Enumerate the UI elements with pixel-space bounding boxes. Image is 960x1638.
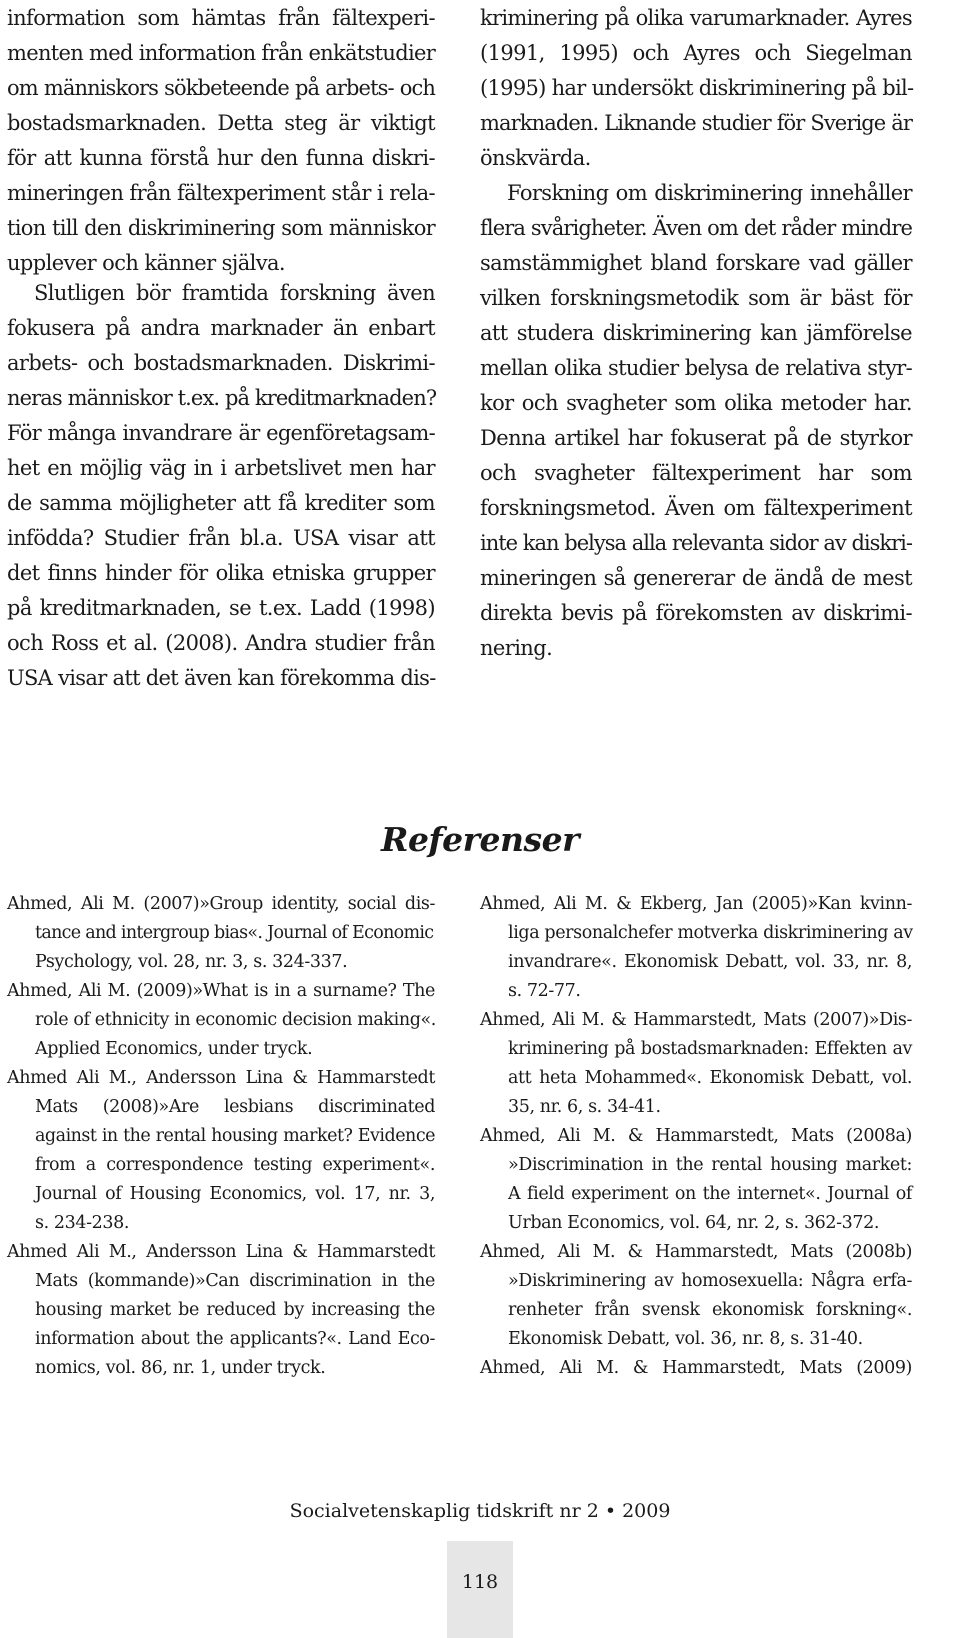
- body-line: Denna artikel har fokuserat på de styrkor: [480, 426, 912, 450]
- reference-line: renheter från svensk ekonomisk forskning«.: [508, 1300, 912, 1320]
- body-line: tion till den diskriminering som människor: [7, 216, 435, 240]
- reference-line: Ahmed Ali M., Andersson Lina & Hammarstedt: [7, 1242, 435, 1262]
- reference-line: liga personalchefer motverka diskriminering av: [508, 923, 913, 943]
- body-line: bostadsmarknaden. Detta steg är viktigt: [7, 111, 435, 135]
- body-line: nering.: [480, 636, 553, 660]
- references-column-left: [7, 888, 435, 1433]
- reference-line: »Discrimination in the rental housing market:: [508, 1155, 912, 1175]
- body-line: information som hämtas från fältexperi-: [7, 6, 435, 30]
- reference-line: Ahmed, Ali M. & Ekberg, Jan (2005)»Kan kvinn-: [480, 894, 912, 914]
- body-line: För många invandrare är egenföretagsam-: [7, 421, 435, 445]
- reference-line: from a correspondence testing experiment«.: [35, 1155, 435, 1175]
- body-line: Forskning om diskriminering innehåller: [507, 181, 912, 205]
- body-line: och Ross et al. (2008). Andra studier från: [7, 631, 435, 655]
- reference-line: s. 72-77.: [508, 981, 581, 1001]
- references-heading: Referenser: [381, 820, 579, 859]
- reference-line: information about the applicants?«. Land Eco-: [35, 1329, 435, 1349]
- body-line: de samma möjligheter att få krediter som: [7, 491, 435, 515]
- body-line: (1995) har undersökt diskriminering på bil-: [480, 76, 914, 100]
- page-number: 118: [461, 1571, 499, 1593]
- reference-line: Ahmed, Ali M. (2009)»What is in a surname? The: [7, 981, 435, 1001]
- reference-line: Psychology, vol. 28, nr. 3, s. 324-337.: [35, 952, 348, 972]
- reference-line: »Diskriminering av homosexuella: Några erfa-: [508, 1271, 912, 1291]
- body-line: menten med information från enkätstudier: [7, 41, 436, 65]
- body-line: och svagheter fältexperiment har som: [480, 461, 912, 485]
- reference-line: tance and intergroup bias«. Journal of Economic: [35, 923, 434, 943]
- reference-line: Ahmed, Ali M. & Hammarstedt, Mats (2008a): [480, 1126, 912, 1146]
- body-line: kor och svagheter som olika metoder har.: [480, 391, 912, 415]
- body-line: arbets- och bostadsmarknaden. Diskrimi-: [7, 351, 435, 375]
- references-column-right: [480, 888, 912, 1433]
- reference-line: kriminering på bostadsmarknaden: Effekten av: [508, 1039, 912, 1059]
- body-line: fokusera på andra marknader än enbart: [7, 316, 435, 340]
- body-line: neras människor t.ex. på kreditmarknaden?: [7, 386, 437, 410]
- reference-line: Urban Economics, vol. 64, nr. 2, s. 362-372.: [508, 1213, 880, 1233]
- reference-line: s. 234-238.: [35, 1213, 129, 1233]
- reference-line: against in the rental housing market? Evidence: [35, 1126, 435, 1146]
- body-line: mellan olika studier belysa de relativa styr-: [480, 356, 912, 380]
- body-line: mineringen så genererar de ändå de mest: [480, 566, 912, 590]
- reference-line: Applied Economics, under tryck.: [35, 1039, 313, 1059]
- body-column-left: [7, 0, 435, 720]
- body-line: infödda? Studier från bl.a. USA visar att: [7, 526, 435, 550]
- body-line: samstämmighet bland forskare vad gäller: [480, 251, 912, 275]
- body-line: mineringen från fältexperiment står i rela-: [7, 181, 435, 205]
- reference-line: att heta Mohammed«. Ekonomisk Debatt, vol.: [508, 1068, 912, 1088]
- reference-line: A field experiment on the internet«. Journal of: [508, 1184, 912, 1204]
- body-line: direkta bevis på förekomsten av diskrimi-: [480, 601, 912, 625]
- reference-line: housing market be reduced by increasing the: [35, 1300, 435, 1320]
- reference-line: Mats (kommande)»Can discrimination in the: [35, 1271, 435, 1291]
- reference-line: Ekonomisk Debatt, vol. 36, nr. 8, s. 31-40.: [508, 1329, 863, 1349]
- reference-line: nomics, vol. 86, nr. 1, under tryck.: [35, 1358, 326, 1378]
- body-line: (1991, 1995) och Ayres och Siegelman: [480, 41, 912, 65]
- reference-line: Ahmed Ali M., Andersson Lina & Hammarstedt: [7, 1068, 435, 1088]
- reference-line: Mats (2008)»Are lesbians discriminated: [35, 1097, 435, 1117]
- reference-line: invandrare«. Ekonomisk Debatt, vol. 33, nr. 8,: [508, 952, 912, 972]
- reference-line: Ahmed, Ali M. & Hammarstedt, Mats (2008b): [480, 1242, 912, 1262]
- body-line: Slutligen bör framtida forskning även: [34, 281, 435, 305]
- body-line: inte kan belysa alla relevanta sidor av diskri-: [480, 531, 912, 555]
- reference-line: Ahmed, Ali M. & Hammarstedt, Mats (2007)»Dis-: [480, 1010, 912, 1030]
- body-line: det finns hinder för olika etniska grupper: [7, 561, 435, 585]
- body-line: forskningsmetod. Även om fältexperiment: [480, 496, 912, 520]
- body-line: önskvärda.: [480, 146, 591, 170]
- reference-line: 35, nr. 6, s. 34-41.: [508, 1097, 661, 1117]
- body-line: att studera diskriminering kan jämförelse: [480, 321, 912, 345]
- body-line: marknaden. Liknande studier för Sverige är: [480, 111, 912, 135]
- reference-line: role of ethnicity in economic decision making«.: [35, 1010, 436, 1030]
- body-line: upplever och känner själva.: [7, 251, 285, 275]
- reference-line: Ahmed, Ali M. (2007)»Group identity, social dis-: [7, 894, 435, 914]
- body-line: het en möjlig väg in i arbetslivet men har: [7, 456, 435, 480]
- journal-footer: Socialvetenskaplig tidskrift nr 2 • 2009: [289, 1500, 671, 1522]
- page-number-box: [447, 1541, 513, 1638]
- body-line: USA visar att det även kan förekomma dis-: [7, 666, 436, 690]
- body-line: kriminering på olika varumarknader. Ayres: [480, 6, 912, 30]
- body-line: flera svårigheter. Även om det råder mindre: [480, 216, 912, 240]
- body-column-right: [480, 0, 912, 690]
- body-line: om människors sökbeteende på arbets- och: [7, 76, 435, 100]
- body-line: vilken forskningsmetodik som är bäst för: [480, 286, 912, 310]
- body-line: på kreditmarknaden, se t.ex. Ladd (1998): [7, 596, 435, 620]
- reference-line: Journal of Housing Economics, vol. 17, nr. 3,: [35, 1184, 435, 1204]
- reference-line: Ahmed, Ali M. & Hammarstedt, Mats (2009): [480, 1358, 912, 1378]
- body-line: för att kunna förstå hur den funna diskri-: [7, 146, 435, 170]
